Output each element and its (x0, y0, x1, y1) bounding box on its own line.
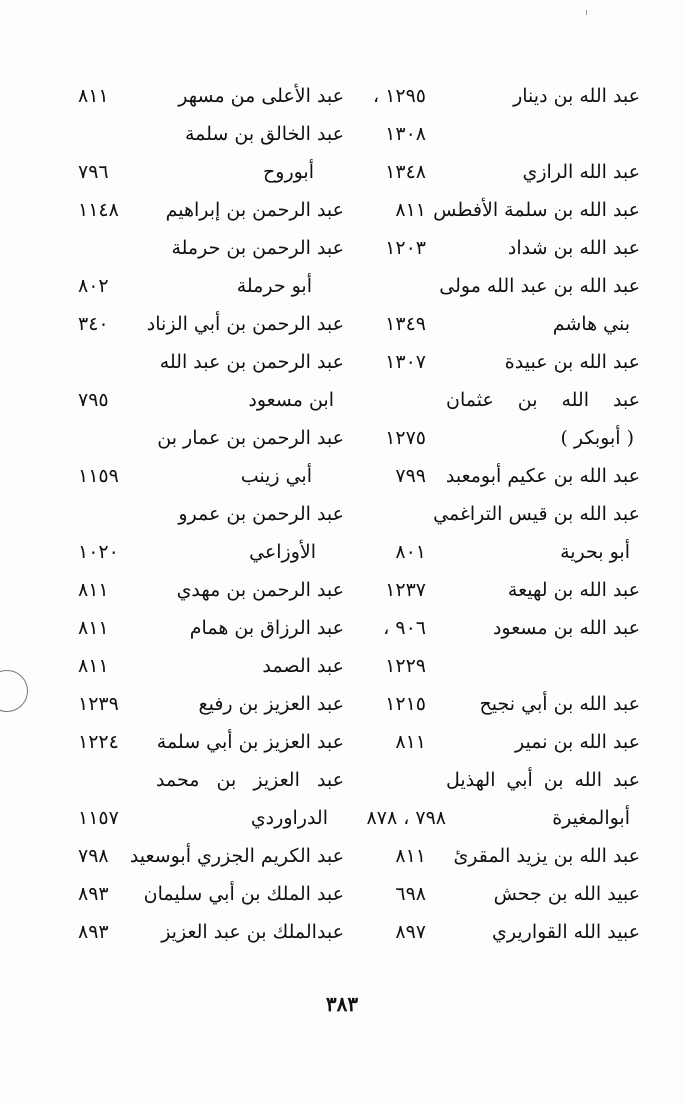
entry-ref: ١٢٣٧ (385, 579, 426, 601)
entry-name-2: الدراوردي (250, 807, 328, 829)
entry-name: عبد الله بن دينار (513, 85, 640, 107)
entry-ref-2: ١٠٢٠ (78, 541, 119, 563)
entry-name-2: عبد الرحمن بن إبراهيم (165, 199, 344, 221)
entry-ref: ٨٠١ (395, 541, 426, 563)
entry-name-2: عبد الرحمن بن أبي الزناد (146, 313, 344, 335)
entry-ref-2: ٧٩٦ (78, 161, 109, 183)
entry-ref: ٨٩٧ (395, 921, 426, 943)
entry-name: عبد الله بن عبد الله مولى (439, 275, 640, 297)
entry-name-2: عبد الرزاق بن همام (189, 617, 344, 639)
index-row (0, 384, 684, 416)
index-row (0, 536, 684, 568)
entry-ref-2: ٨١١ (78, 655, 109, 677)
entry-name-2: عبد الخالق بن سلمة (184, 123, 344, 145)
entry-name-2: عبد الصمد (262, 655, 344, 677)
entry-name-2: عبد العزيز بن محمد (156, 769, 344, 791)
index-row (0, 726, 684, 758)
entry-name: عبد الله بن عثمان (446, 389, 640, 411)
entry-name-2: أبوروح (263, 161, 314, 183)
entry-name: أبوالمغيرة (552, 807, 630, 829)
entry-ref-2: ٣٤٠ (78, 313, 109, 335)
entry-name-2: عبد العزيز بن أبي سلمة (156, 731, 344, 753)
entry-ref: ١٣٤٨ (385, 161, 426, 183)
index-row (0, 118, 684, 150)
entry-ref: ١٢٩٥ ، (373, 85, 426, 107)
entry-name: عبيد الله القواريري (492, 921, 640, 943)
entry-name: عبد الله بن قيس التراغمي (433, 503, 640, 525)
entry-ref: ٦٩٨ (395, 883, 426, 905)
entry-name: عبد الله بن مسعود (492, 617, 640, 639)
entry-ref-2: ١١٥٩ (78, 465, 119, 487)
index-row (0, 308, 684, 340)
entry-ref: ٧٩٨ ، ٨٧٨ (366, 807, 446, 829)
entry-ref-2: ١١٤٨ (78, 199, 119, 221)
entry-name: عبد الله بن يزيد المقرئ (453, 845, 640, 867)
entry-name: عبد الله بن أبي نجيح (479, 693, 640, 715)
index-row (0, 232, 684, 264)
entry-name: عبد الله بن نمير (515, 731, 640, 753)
entry-name: ( أبوبكر ) (560, 427, 634, 449)
entry-name-2: عبد الرحمن بن عمرو (178, 503, 344, 525)
index-row (0, 460, 684, 492)
entry-name: عبد الله بن سلمة الأفطس (433, 199, 640, 221)
index-row (0, 270, 684, 302)
entry-ref-2: ١٢٣٩ (78, 693, 119, 715)
entry-name: عبد الله بن لهيعة (507, 579, 640, 601)
entry-ref-2: ٨٠٢ (78, 275, 109, 297)
entry-name-2: عبد الملك بن أبي سليمان (143, 883, 344, 905)
entry-ref: ٨١١ (395, 199, 426, 221)
entry-ref-2: ٨١١ (78, 579, 109, 601)
entry-ref-2: ١٢٢٤ (78, 731, 119, 753)
index-row (0, 422, 684, 454)
entry-name-2: أبي زينب (240, 465, 312, 487)
entry-name: بني هاشم (552, 313, 630, 335)
entry-ref: ١٢٢٩ (385, 655, 426, 677)
entry-ref: ١٣٤٩ (385, 313, 426, 335)
entry-name: عبيد الله بن جحش (493, 883, 640, 905)
entry-name-2: ابن مسعود (248, 389, 334, 411)
entry-name-2: عبد الرحمن بن عبد الله (159, 351, 344, 373)
entry-name: عبد الله بن عكيم أبومعبد (445, 465, 640, 487)
entry-name: عبد الله بن عبيدة (504, 351, 640, 373)
entry-ref: ١٢٧٥ (385, 427, 426, 449)
entry-ref: ١٣٠٧ (385, 351, 426, 373)
index-row (0, 80, 684, 112)
index-row (0, 612, 684, 644)
index-row (0, 194, 684, 226)
entry-ref: ١٣٠٨ (385, 123, 426, 145)
entry-name-2: عبد الرحمن بن حرملة (171, 237, 344, 259)
entry-name-2: عبد العزيز بن رفيع (198, 693, 344, 715)
entry-name-2: عبدالملك بن عبد العزيز (161, 921, 344, 943)
index-row (0, 916, 684, 948)
page-number: ٣٨٣ (325, 992, 359, 1016)
entry-name-2: عبد الرحمن بن عمار بن (157, 427, 344, 449)
entry-name: عبد الله بن شداد (507, 237, 640, 259)
entry-name: عبد الله بن أبي الهذيل (446, 769, 640, 791)
entry-ref-2: ١١٥٧ (78, 807, 119, 829)
index-row (0, 156, 684, 188)
entry-ref: ١٢٠٣ (385, 237, 426, 259)
index-row (0, 840, 684, 872)
scan-mark (586, 10, 587, 15)
entry-name-2: عبد الرحمن بن مهدي (176, 579, 344, 601)
entry-ref-2: ٨١١ (78, 85, 109, 107)
index-row (0, 878, 684, 910)
entry-name-2: عبد الأعلى من مسهر (178, 85, 344, 107)
index-row (0, 802, 684, 834)
index-row (0, 688, 684, 720)
entry-ref-2: ٧٩٨ (78, 845, 109, 867)
entry-ref: ٩٠٦ ، (383, 617, 426, 639)
entry-ref-2: ٨١١ (78, 617, 109, 639)
index-row (0, 574, 684, 606)
entry-name: عبد الله الرازي (522, 161, 640, 183)
entry-ref: ٨١١ (395, 731, 426, 753)
entry-ref-2: ٨٩٣ (78, 921, 109, 943)
entry-ref-2: ٨٩٣ (78, 883, 109, 905)
entry-name-2: الأوزاعي (249, 541, 316, 563)
index-row (0, 346, 684, 378)
index-row (0, 764, 684, 796)
entry-ref: ٨١١ (395, 845, 426, 867)
entry-name-2: أبو حرملة (236, 275, 312, 297)
index-row (0, 498, 684, 530)
entry-ref: ٧٩٩ (395, 465, 426, 487)
entry-ref: ١٢١٥ (385, 693, 426, 715)
entry-name-2: عبد الكريم الجزري أبوسعيد (129, 845, 344, 867)
index-row (0, 650, 684, 682)
entry-ref-2: ٧٩٥ (78, 389, 109, 411)
entry-name: أبو بحرية (560, 541, 630, 563)
